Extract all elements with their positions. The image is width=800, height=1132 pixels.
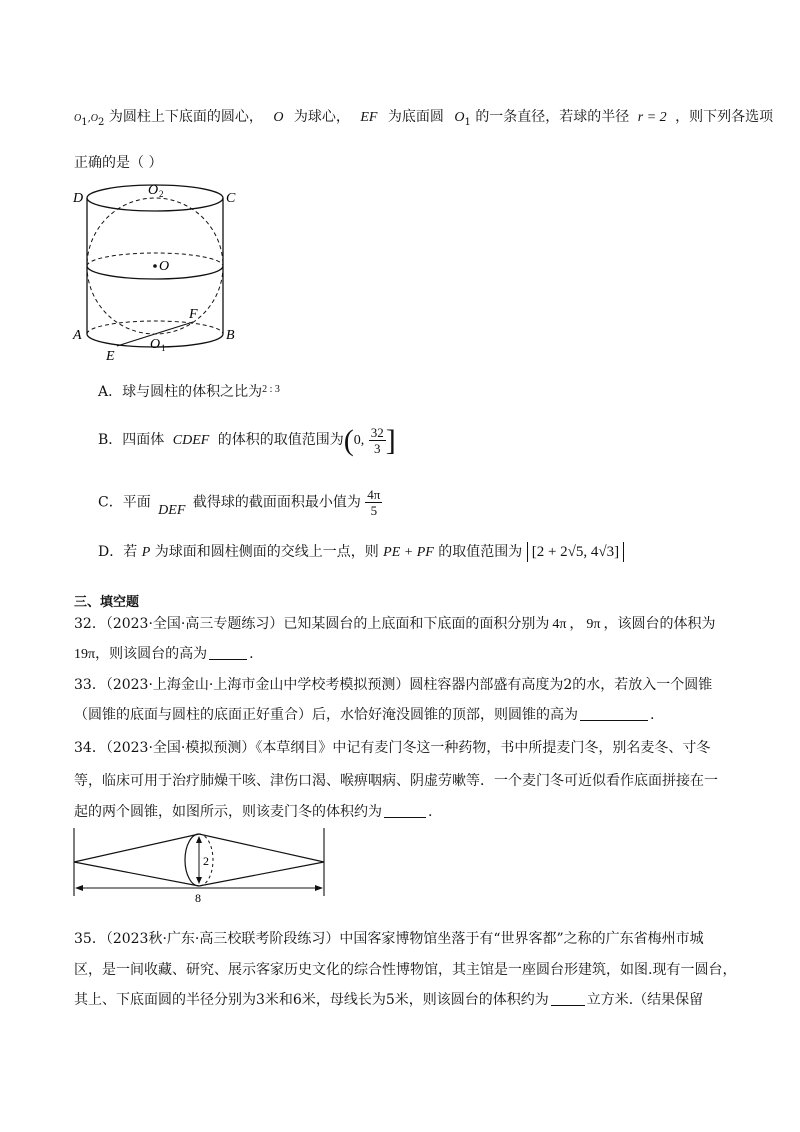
- option-c-num: 4π: [367, 487, 381, 502]
- option-a-text: A．球与圆柱的体积之比为: [98, 384, 263, 400]
- option-c-fraction: [365, 488, 382, 517]
- option-b-text-1: B．四面体: [98, 432, 165, 448]
- option-d-text-3: 的取值范围为: [438, 544, 523, 560]
- q34-line-3: [74, 801, 432, 821]
- option-b-num: 32: [370, 424, 384, 440]
- q35-line-1: 35．（2023秋·广东·高三校联考阶段练习）中国客家博物馆坐落于有“世界客都”之称的广东省梅州市城: [74, 931, 704, 947]
- q32-line-1: [74, 613, 716, 633]
- option-d-p: P: [141, 545, 151, 560]
- o1-sub-2: 1: [464, 116, 471, 128]
- label-O1-sub: 1: [161, 343, 166, 353]
- q33-text-2: （圆锥的底面与圆柱的底面正好重合）后，水恰好淹没圆锥的顶部，则圆锥的高为: [74, 707, 578, 723]
- option-d-text-2: 为球面和圆柱侧面的交线上一点，则: [154, 544, 379, 560]
- label-O2-sub: 2: [159, 189, 164, 199]
- q32-text-2: ，该圆台的体积为: [603, 616, 716, 632]
- q35-answer-blank[interactable]: [551, 991, 585, 1006]
- fig2-label-2: 2: [203, 854, 209, 868]
- ef-label: EF: [360, 110, 378, 125]
- q32-line-2: [74, 643, 254, 663]
- o1-label: O: [74, 113, 82, 124]
- double-cone-figure: [66, 826, 336, 904]
- q34-text-3: 起的两个圆锥，如图所示，则该麦门冬的体积约为: [74, 804, 382, 820]
- intro-line-1: [74, 106, 773, 128]
- option-b-den: 3: [373, 440, 381, 456]
- o1-sub: 1: [81, 116, 88, 128]
- label-F: F: [189, 307, 198, 322]
- intro-text-3: 为底面圆: [387, 109, 444, 125]
- q32-answer-blank[interactable]: [209, 645, 247, 660]
- q35-text-3: 其上、下底面圆的半径分别为3米和6米，母线长为5米，则该圆台的体积约为: [74, 992, 549, 1008]
- cylinder-sphere-figure: [70, 176, 250, 366]
- q35-text-4: 立方米.（结果保留: [586, 992, 704, 1008]
- label-O2: O: [148, 183, 159, 198]
- q32-text-3: ，则该圆台的高为: [95, 646, 208, 662]
- q32-end: .: [249, 646, 254, 662]
- q33-end: .: [650, 707, 655, 723]
- intro-line-2: 正确的是（ ）: [74, 155, 163, 171]
- q34-answer-blank[interactable]: [384, 803, 426, 818]
- label-E: E: [106, 349, 115, 364]
- option-c: [98, 488, 382, 519]
- option-d-expr: PE + PF: [383, 545, 434, 560]
- q32-text-1: 32．（2023·全国·高三专题练习）已知某圆台的上底面和下底面的面积分别为: [74, 616, 550, 632]
- option-b-zero: 0,: [353, 433, 365, 448]
- q32-math-1: 4π: [552, 617, 567, 632]
- q32-math-2: 9π: [586, 617, 601, 632]
- option-b-text-2: 的体积的取值范围为: [217, 432, 344, 448]
- option-c-text-1: C．平面: [98, 494, 151, 511]
- o2-sub: 2: [98, 116, 105, 128]
- label-C: C: [226, 191, 236, 206]
- q33-line-1: 33．（2023·上海金山·上海市金山中学校考模拟预测）圆柱容器内部盛有高度为2的水，若放入一个圆锥: [74, 677, 713, 693]
- q32-math-3: 19π: [74, 647, 96, 662]
- q34-end: .: [428, 804, 433, 820]
- radius-expr: r = 2: [637, 110, 667, 125]
- option-b-fraction: [369, 426, 386, 455]
- intro-text-4: 的一条直径，若球的半径: [475, 109, 630, 125]
- label-O: O: [159, 259, 170, 274]
- q35-line-2: 区，是一间收藏、研究、展示客家历史文化的综合性博物馆，其主馆是一座圆台形建筑，如图.现有一圆台，: [74, 962, 737, 978]
- option-b-close: ]: [385, 424, 396, 457]
- option-d: [98, 541, 624, 561]
- o-label: O: [273, 110, 284, 125]
- option-a: [98, 381, 280, 401]
- option-b-open: (: [343, 424, 354, 457]
- o1-label-2: O: [454, 110, 465, 125]
- q32-comma: ，: [569, 616, 584, 632]
- fig2-label-8: 8: [195, 891, 201, 904]
- option-b: [98, 424, 396, 458]
- q35-line-3: [74, 989, 703, 1009]
- intro-text-5: ，则下列各选项: [675, 109, 774, 125]
- option-c-math: DEF: [158, 502, 186, 518]
- q34-line-1: 34．（2023·全国·模拟预测）《本草纲目》中记有麦门冬这一种药物，书中所提麦门冬，别名麦冬、寸冬: [74, 740, 711, 756]
- q33-answer-blank[interactable]: [580, 706, 648, 721]
- option-d-text-1: D．若: [98, 544, 138, 560]
- option-d-range: [2 + 2√5, 4√3]: [527, 542, 624, 562]
- q34-line-2: 等，临床可用于治疗肺燥干咳、津伤口渴、喉痹咽病、阴虚劳嗽等．一个麦门冬可近似看作底面拼接在一: [74, 773, 718, 789]
- label-D: D: [73, 191, 84, 206]
- option-a-math: 2 : 3: [262, 384, 280, 395]
- option-c-text-2: 截得球的截面面积最小值为: [192, 494, 361, 511]
- intro-text-2: 为球心，: [293, 109, 350, 125]
- comma: ,: [87, 113, 91, 124]
- o2-label: O: [90, 113, 99, 124]
- option-b-math: CDEF: [172, 433, 210, 448]
- section-heading: 三、填空题: [74, 595, 140, 610]
- q33-line-2: [74, 704, 654, 724]
- label-A: A: [73, 328, 82, 343]
- intro-text-1: 为圆柱上下底面的圆心，: [108, 109, 263, 125]
- option-c-den: 5: [370, 503, 378, 518]
- label-B: B: [226, 328, 235, 343]
- label-O1: O: [150, 337, 161, 352]
